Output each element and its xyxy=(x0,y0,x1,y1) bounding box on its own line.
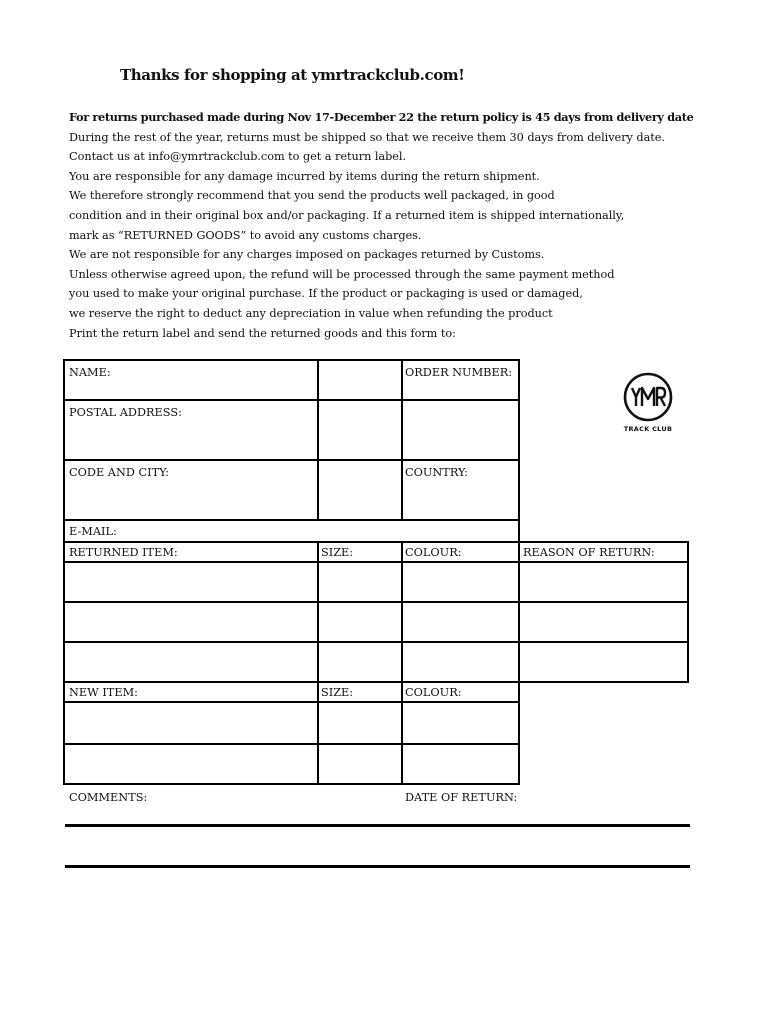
policy-line: We are not responsible for any charges imposed on packages returned by Customs. xyxy=(69,248,545,262)
returned-colour-cell[interactable] xyxy=(401,601,520,643)
email-label: E-MAIL: xyxy=(69,525,117,538)
returned-size-cell[interactable] xyxy=(317,561,403,603)
country-label: COUNTRY: xyxy=(405,466,468,479)
new-item-cell[interactable] xyxy=(63,701,319,745)
policy-line: During the rest of the year, returns must be shipped so that we receive them 30 days from delivery date. xyxy=(69,130,665,144)
policy-line: For returns purchased made during Nov 17-December 22 the return policy is 45 days from delivery date xyxy=(69,110,694,124)
order-number-label: ORDER NUMBER: xyxy=(405,366,513,379)
name-field-extra[interactable] xyxy=(317,359,403,401)
reason-of-return-cell[interactable] xyxy=(518,601,689,643)
new-size-label: SIZE: xyxy=(321,686,354,699)
page-title: Thanks for shopping at ymrtrackclub.com! xyxy=(120,66,465,84)
reason-of-return-cell[interactable] xyxy=(518,561,689,603)
ymr-logo-mark xyxy=(623,372,673,422)
returned-colour-cell[interactable] xyxy=(401,641,520,683)
new-colour-label: COLOUR: xyxy=(405,686,462,699)
postal-address-label: POSTAL ADDRESS: xyxy=(69,406,182,419)
new-item-cell[interactable] xyxy=(63,743,319,785)
new-colour-cell[interactable] xyxy=(401,743,520,785)
new-size-cell[interactable] xyxy=(317,701,403,745)
policy-line: We therefore strongly recommend that you send the products well packaged, in good xyxy=(69,189,555,203)
returned-colour-cell[interactable] xyxy=(401,561,520,603)
ymr-track-club-logo xyxy=(620,372,676,434)
new-size-cell[interactable] xyxy=(317,743,403,785)
return-policy-text xyxy=(69,108,709,343)
returned-item-cell[interactable] xyxy=(63,561,319,603)
reason-of-return-cell[interactable] xyxy=(518,641,689,683)
colour-label: COLOUR: xyxy=(405,546,462,559)
returned-size-cell[interactable] xyxy=(317,601,403,643)
logo-subtitle: TRACK CLUB xyxy=(623,425,673,433)
policy-line: condition and in their original box and/or packaging. If a returned item is shipped internationally, xyxy=(69,208,625,222)
comments-line[interactable] xyxy=(65,824,690,827)
postal-address-field-extra[interactable] xyxy=(317,399,403,461)
new-item-label: NEW ITEM: xyxy=(69,686,138,699)
date-of-return-label: DATE OF RETURN: xyxy=(405,791,518,804)
code-and-city-field-extra[interactable] xyxy=(317,459,403,521)
policy-line: Print the return label and send the returned goods and this form to: xyxy=(69,326,456,340)
new-colour-cell[interactable] xyxy=(401,701,520,745)
postal-address-field-extra-2[interactable] xyxy=(401,399,520,461)
policy-line: you used to make your original purchase. If the product or packaging is used or damaged, xyxy=(69,287,583,301)
policy-line: Contact us at info@ymrtrackclub.com to get a return label. xyxy=(69,150,407,164)
code-and-city-label: CODE AND CITY: xyxy=(69,466,170,479)
policy-line: You are responsible for any damage incurred by items during the return shipment. xyxy=(69,169,540,183)
returned-item-cell[interactable] xyxy=(63,601,319,643)
returned-item-cell[interactable] xyxy=(63,641,319,683)
comments-line[interactable] xyxy=(65,865,690,868)
returned-item-label: RETURNED ITEM: xyxy=(69,546,178,559)
returned-size-cell[interactable] xyxy=(317,641,403,683)
size-label: SIZE: xyxy=(321,546,354,559)
name-label: NAME: xyxy=(69,366,111,379)
policy-line: Unless otherwise agreed upon, the refund will be processed through the same payment method xyxy=(69,267,615,281)
reason-of-return-label: REASON OF RETURN: xyxy=(523,546,655,559)
comments-label: COMMENTS: xyxy=(69,791,148,804)
policy-line: we reserve the right to deduct any depreciation in value when refunding the product xyxy=(69,306,553,320)
email-field[interactable] xyxy=(63,519,520,543)
policy-line: mark as “RETURNED GOODS” to avoid any customs charges. xyxy=(69,228,422,242)
